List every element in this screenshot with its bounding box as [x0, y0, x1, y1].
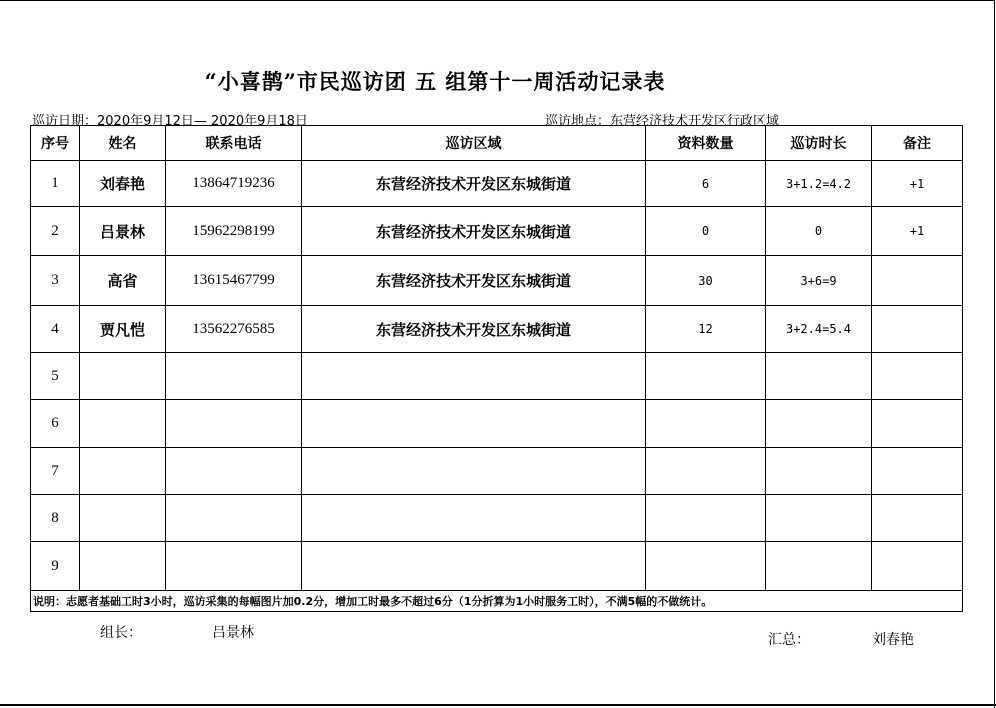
- cell-phone: [166, 448, 302, 495]
- table-row: [31, 495, 963, 542]
- visit-place: 巡访地点：东营经济技术开发区行政区域: [545, 114, 780, 129]
- cell-remark: +1: [872, 161, 963, 207]
- cell-name: 高省: [80, 256, 166, 306]
- cell-duration: [766, 542, 872, 591]
- table-row: [31, 256, 963, 306]
- cell-remark: [872, 353, 963, 400]
- cell-index: 8: [31, 495, 80, 542]
- cell-index: 7: [31, 448, 80, 495]
- cell-count: 12: [646, 306, 766, 353]
- top-border: [0, 0, 994, 1]
- summary-name: 刘春艳: [872, 632, 914, 648]
- cell-remark: [872, 495, 963, 542]
- cell-index: 6: [31, 400, 80, 448]
- cell-phone: 13864719236: [166, 161, 302, 207]
- cell-index: 2: [31, 207, 80, 256]
- cell-count: 30: [646, 256, 766, 306]
- cell-area: 东营经济技术开发区东城街道: [302, 256, 646, 306]
- cell-index: 3: [31, 256, 80, 306]
- cell-name: 贾凡恺: [80, 306, 166, 353]
- cell-remark: +1: [872, 207, 963, 256]
- cell-index: 1: [31, 161, 80, 207]
- table-row: [31, 400, 963, 448]
- header-phone: 联系电话: [166, 126, 302, 161]
- table-note: 说明：志愿者基础工时3小时，巡访采集的每幅图片加0.2分，增加工时最多不超过6分（1分折算为1小时服务工时），不满5幅的不做统计。: [31, 591, 963, 612]
- cell-phone: 13615467799: [166, 256, 302, 306]
- cell-duration: 3+1.2=4.2: [766, 161, 872, 207]
- cell-count: [646, 400, 766, 448]
- cell-phone: 15962298199: [166, 207, 302, 256]
- cell-name: 刘春艳: [80, 161, 166, 207]
- header-area: 巡访区域: [302, 126, 646, 161]
- cell-index: 5: [31, 353, 80, 400]
- cell-area: 东营经济技术开发区东城街道: [302, 207, 646, 256]
- cell-duration: 3+6=9: [766, 256, 872, 306]
- cell-duration: [766, 495, 872, 542]
- cell-area: [302, 448, 646, 495]
- table-row: [31, 542, 963, 591]
- header-row: [31, 126, 963, 161]
- cell-name: 吕景林: [80, 207, 166, 256]
- cell-name: [80, 400, 166, 448]
- cell-area: [302, 542, 646, 591]
- table-row: [31, 306, 963, 353]
- record-table: [30, 125, 963, 612]
- cell-phone: 13562276585: [166, 306, 302, 353]
- header-name: 姓名: [80, 126, 166, 161]
- table-row: [31, 353, 963, 400]
- cell-name: [80, 353, 166, 400]
- cell-duration: [766, 353, 872, 400]
- visit-date: 巡访日期：2020年9月12日— 2020年9月18日: [32, 114, 308, 129]
- header-index: 序号: [31, 126, 80, 161]
- cell-count: 6: [646, 161, 766, 207]
- cell-name: [80, 542, 166, 591]
- cell-count: [646, 495, 766, 542]
- cell-phone: [166, 353, 302, 400]
- cell-remark: [872, 306, 963, 353]
- cell-phone: [166, 495, 302, 542]
- cell-count: [646, 353, 766, 400]
- cell-phone: [166, 542, 302, 591]
- cell-remark: [872, 400, 963, 448]
- leader-label: 组长：: [100, 625, 142, 641]
- right-border: [994, 0, 995, 708]
- cell-duration: [766, 400, 872, 448]
- cell-count: 0: [646, 207, 766, 256]
- cell-area: 东营经济技术开发区东城街道: [302, 306, 646, 353]
- cell-remark: [872, 448, 963, 495]
- cell-phone: [166, 400, 302, 448]
- summary-label: 汇总：: [768, 632, 810, 648]
- header-duration: 巡访时长: [766, 126, 872, 161]
- note-row: [31, 591, 963, 612]
- bottom-border: [0, 704, 996, 706]
- table-row: [31, 161, 963, 207]
- cell-duration: 3+2.4=5.4: [766, 306, 872, 353]
- cell-index: 9: [31, 542, 80, 591]
- leader-name: 吕景林: [212, 625, 254, 641]
- table-row: [31, 207, 963, 256]
- cell-area: [302, 400, 646, 448]
- cell-remark: [872, 256, 963, 306]
- cell-duration: 0: [766, 207, 872, 256]
- cell-area: [302, 495, 646, 542]
- cell-name: [80, 448, 166, 495]
- cell-name: [80, 495, 166, 542]
- page-title: “小喜鹊”市民巡访团 五 组第十一周活动记录表: [204, 69, 666, 94]
- header-remark: 备注: [872, 126, 963, 161]
- cell-area: [302, 353, 646, 400]
- cell-index: 4: [31, 306, 80, 353]
- cell-duration: [766, 448, 872, 495]
- cell-count: [646, 448, 766, 495]
- cell-count: [646, 542, 766, 591]
- table-row: [31, 448, 963, 495]
- cell-area: 东营经济技术开发区东城街道: [302, 161, 646, 207]
- cell-remark: [872, 542, 963, 591]
- header-count: 资料数量: [646, 126, 766, 161]
